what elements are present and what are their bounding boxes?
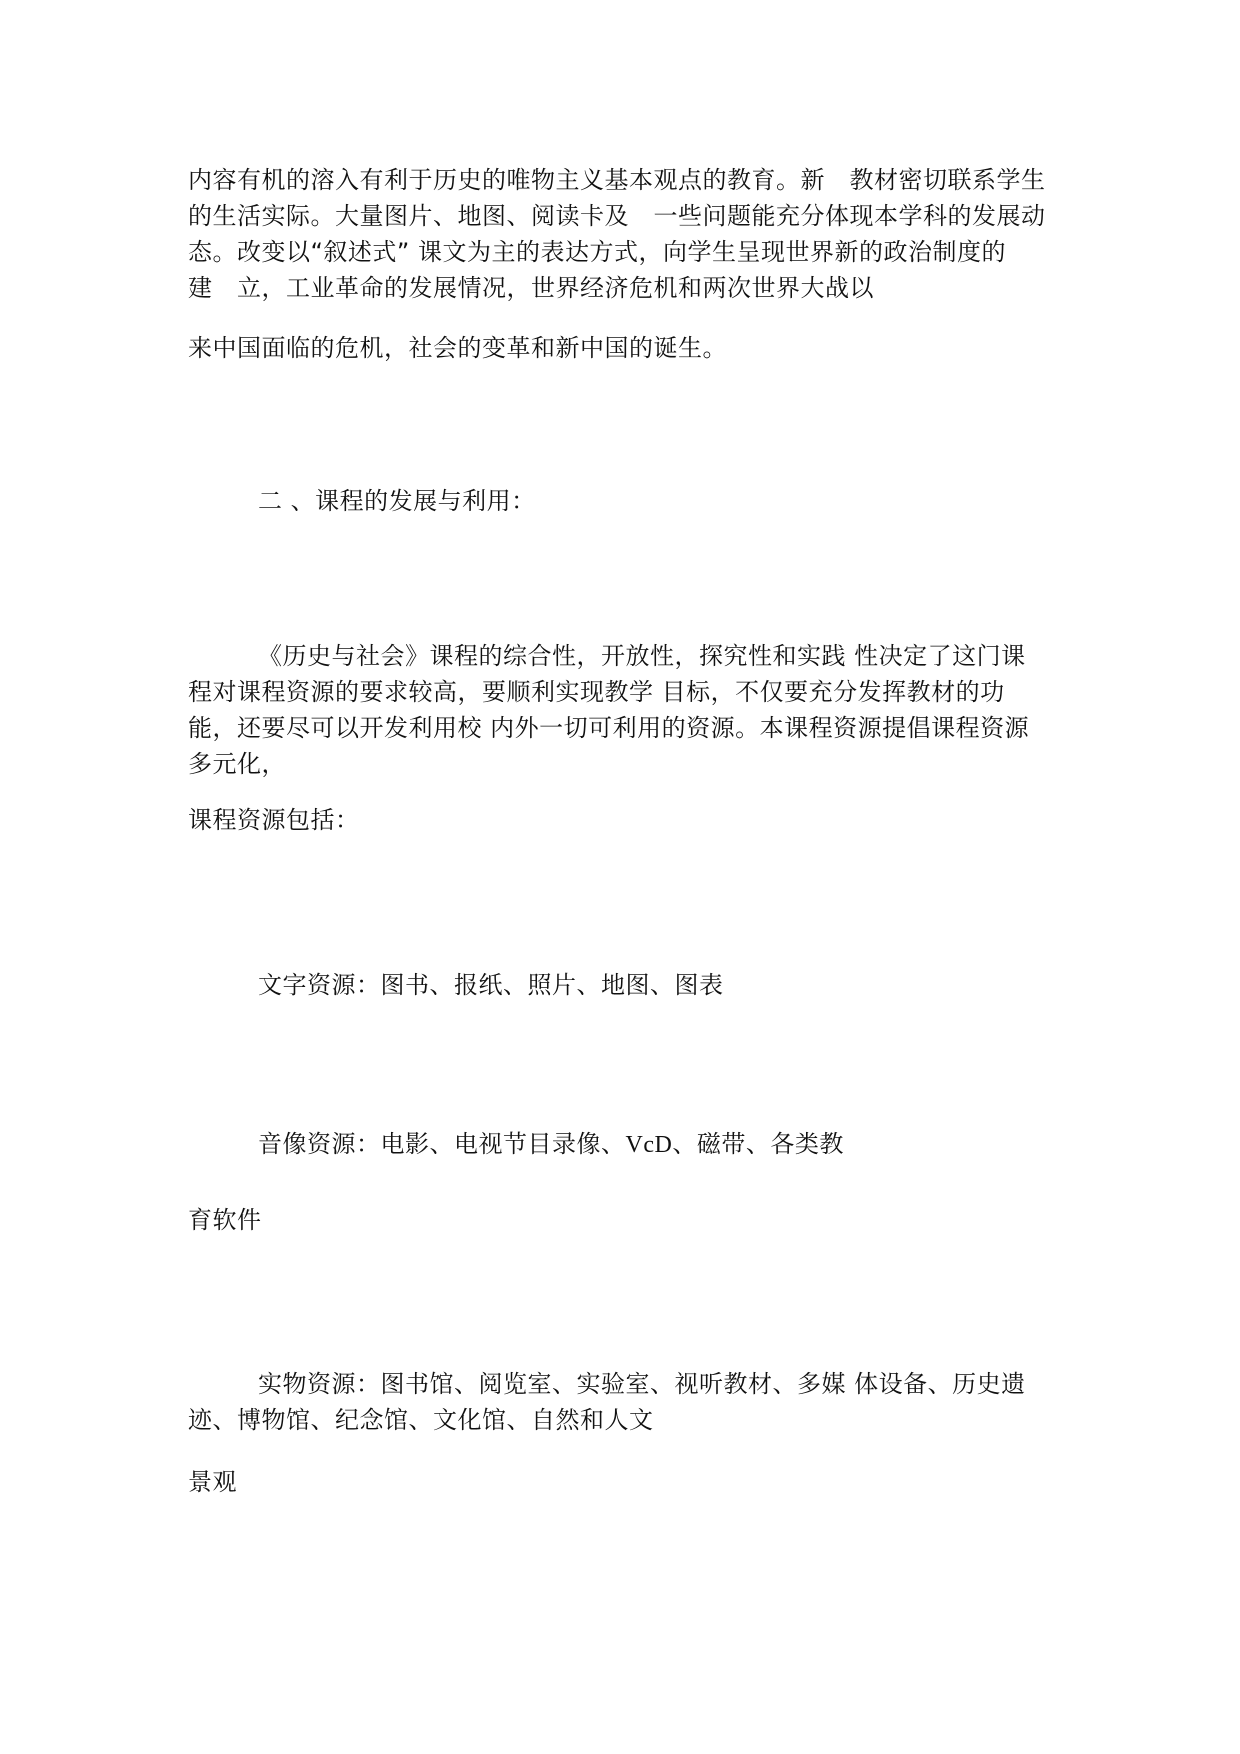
text-resources: 文字资源：图书、报纸、照片、地图、图表 <box>258 971 724 999</box>
paragraph-2-line-1: 《历史与社会》课程的综合性，开放性，探究性和实践 性决定了这门课 <box>258 642 1026 670</box>
av-resources <box>258 1126 844 1163</box>
paragraph-2-line-3: 能，还要尽可以开发利用校 内外一切可利用的资源。本课程资源提倡课程资源 <box>188 714 1030 742</box>
av-resources-continued: 育软件 <box>188 1206 262 1234</box>
paragraph-2-line-4: 多元化， <box>188 750 286 778</box>
paragraph-1-line-1: 内容有机的溶入有利于历史的唯物主义基本观点的教育。新 教材密切联系学生 <box>188 166 1046 194</box>
resources-intro: 课程资源包括： <box>188 806 360 834</box>
physical-resources-line-2: 迹、博物馆、纪念馆、文化馆、自然和人文 <box>188 1406 654 1434</box>
av-resources-part-2: 、磁带、各类教 <box>672 1130 844 1158</box>
physical-resources-line-1: 实物资源：图书馆、阅览室、实验室、视听教材、多媒 体设备、历史遗 <box>258 1370 1026 1398</box>
physical-resources-continued: 景观 <box>188 1468 237 1496</box>
paragraph-1-line-5: 来中国面临的危机，社会的变革和新中国的诞生。 <box>188 334 727 362</box>
paragraph-1-line-3: 态。改变以“叙述式” 课文为主的表达方式，向学生呈现世界新的政治制度的 <box>188 238 1006 266</box>
paragraph-1-line-2: 的生活实际。大量图片、地图、阅读卡及 一些问题能充分体现本学科的发展动 <box>188 202 1046 230</box>
section-heading: 二 、课程的发展与利用： <box>258 487 536 515</box>
paragraph-1-line-4: 建 立，工业革命的发展情况，世界经济危机和两次世界大战以 <box>188 274 874 302</box>
av-resources-vcd: VcD <box>625 1132 673 1158</box>
paragraph-2-line-2: 程对课程资源的要求较高，要顺利实现教学 目标，不仅要充分发挥教材的功 <box>188 678 1005 706</box>
av-resources-part-1: 音像资源：电影、电视节目录像、 <box>258 1130 626 1158</box>
